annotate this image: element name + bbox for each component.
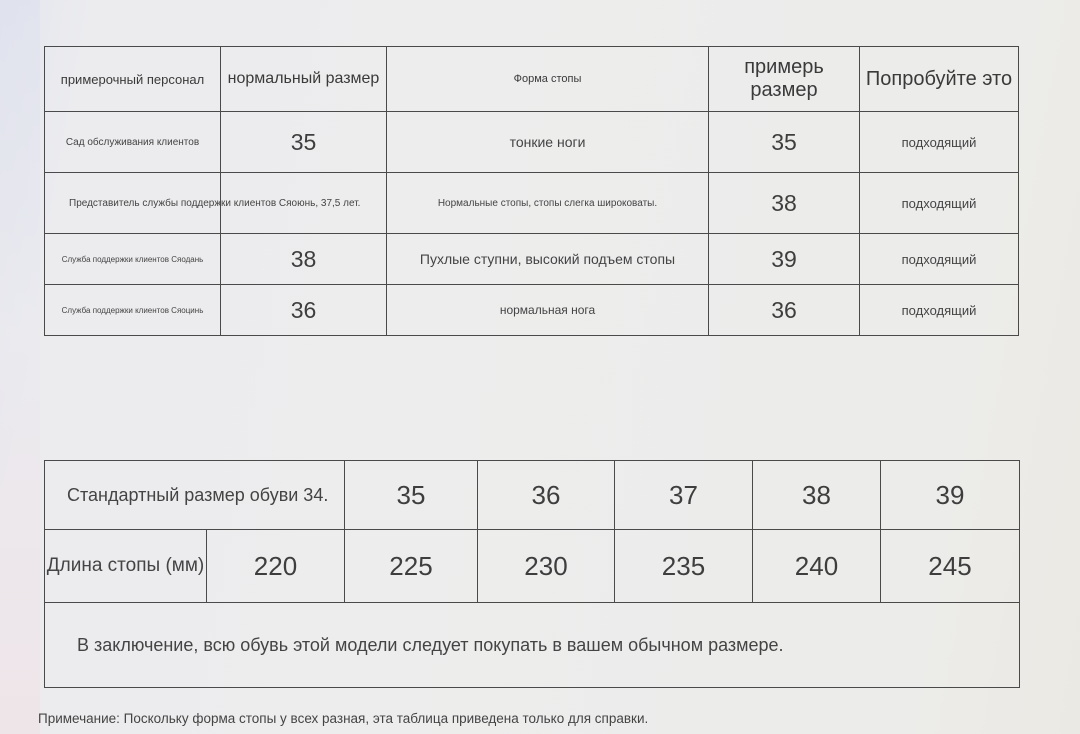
- size-chart-table: [44, 460, 1020, 688]
- normal-size-cell: 35: [221, 112, 387, 173]
- table-row: [45, 112, 1019, 173]
- length-cell: 220: [207, 530, 345, 603]
- size-row-label: Стандартный размер обуви 34.: [45, 461, 345, 530]
- normal-size-cell: 36: [221, 285, 387, 336]
- fitting-header-row: [45, 47, 1019, 112]
- size-cell: 38: [753, 461, 881, 530]
- conclusion-row: [45, 603, 1020, 688]
- fitting-table: [44, 46, 1019, 336]
- length-cell: 245: [881, 530, 1020, 603]
- header-staff: примерочный персонал: [45, 47, 221, 112]
- length-cell: 240: [753, 530, 881, 603]
- size-row: [45, 461, 1020, 530]
- header-tried-size: примерь размер: [709, 47, 860, 112]
- foot-shape-cell: тонкие ноги: [387, 112, 709, 173]
- tried-size-cell: 36: [709, 285, 860, 336]
- tried-size-cell: 39: [709, 234, 860, 285]
- length-cell: 235: [615, 530, 753, 603]
- staff-cell: Представитель службы поддержки клиентов Сяоюнь, 37,5 лет.: [45, 173, 221, 234]
- length-cell: 225: [345, 530, 478, 603]
- table-row: [45, 234, 1019, 285]
- staff-cell: Служба поддержки клиентов Сяоцинь: [45, 285, 221, 336]
- header-normal-size: нормальный размер: [221, 47, 387, 112]
- result-cell: подходящий: [860, 112, 1019, 173]
- foot-shape-cell: Пухлые ступни, высокий подъем стопы: [387, 234, 709, 285]
- staff-cell: Служба поддержки клиентов Сяодань: [45, 234, 221, 285]
- footnote: Примечание: Поскольку форма стопы у всех разная, эта таблица приведена только для справки.: [38, 711, 649, 726]
- table-row: [45, 285, 1019, 336]
- header-try-it: Попробуйте это: [860, 47, 1019, 112]
- size-cell: 37: [615, 461, 753, 530]
- tried-size-cell: 38: [709, 173, 860, 234]
- length-cell: 230: [478, 530, 615, 603]
- foot-shape-cell: Нормальные стопы, стопы слегка широковаты.: [387, 173, 709, 234]
- size-cell: 36: [478, 461, 615, 530]
- staff-cell: Сад обслуживания клиентов: [45, 112, 221, 173]
- tried-size-cell: 35: [709, 112, 860, 173]
- header-foot-shape: Форма стопы: [387, 47, 709, 112]
- normal-size-cell: 38: [221, 234, 387, 285]
- result-cell: подходящий: [860, 173, 1019, 234]
- table-row: [45, 173, 1019, 234]
- size-cell: 39: [881, 461, 1020, 530]
- size-cell: 35: [345, 461, 478, 530]
- foot-length-row-label: Длина стопы (мм): [45, 530, 207, 603]
- foot-shape-cell: нормальная нога: [387, 285, 709, 336]
- conclusion-text: В заключение, всю обувь этой модели следует покупать в вашем обычном размере.: [45, 603, 1020, 688]
- result-cell: подходящий: [860, 234, 1019, 285]
- result-cell: подходящий: [860, 285, 1019, 336]
- edge-tint: [0, 0, 40, 734]
- foot-length-row: [45, 530, 1020, 603]
